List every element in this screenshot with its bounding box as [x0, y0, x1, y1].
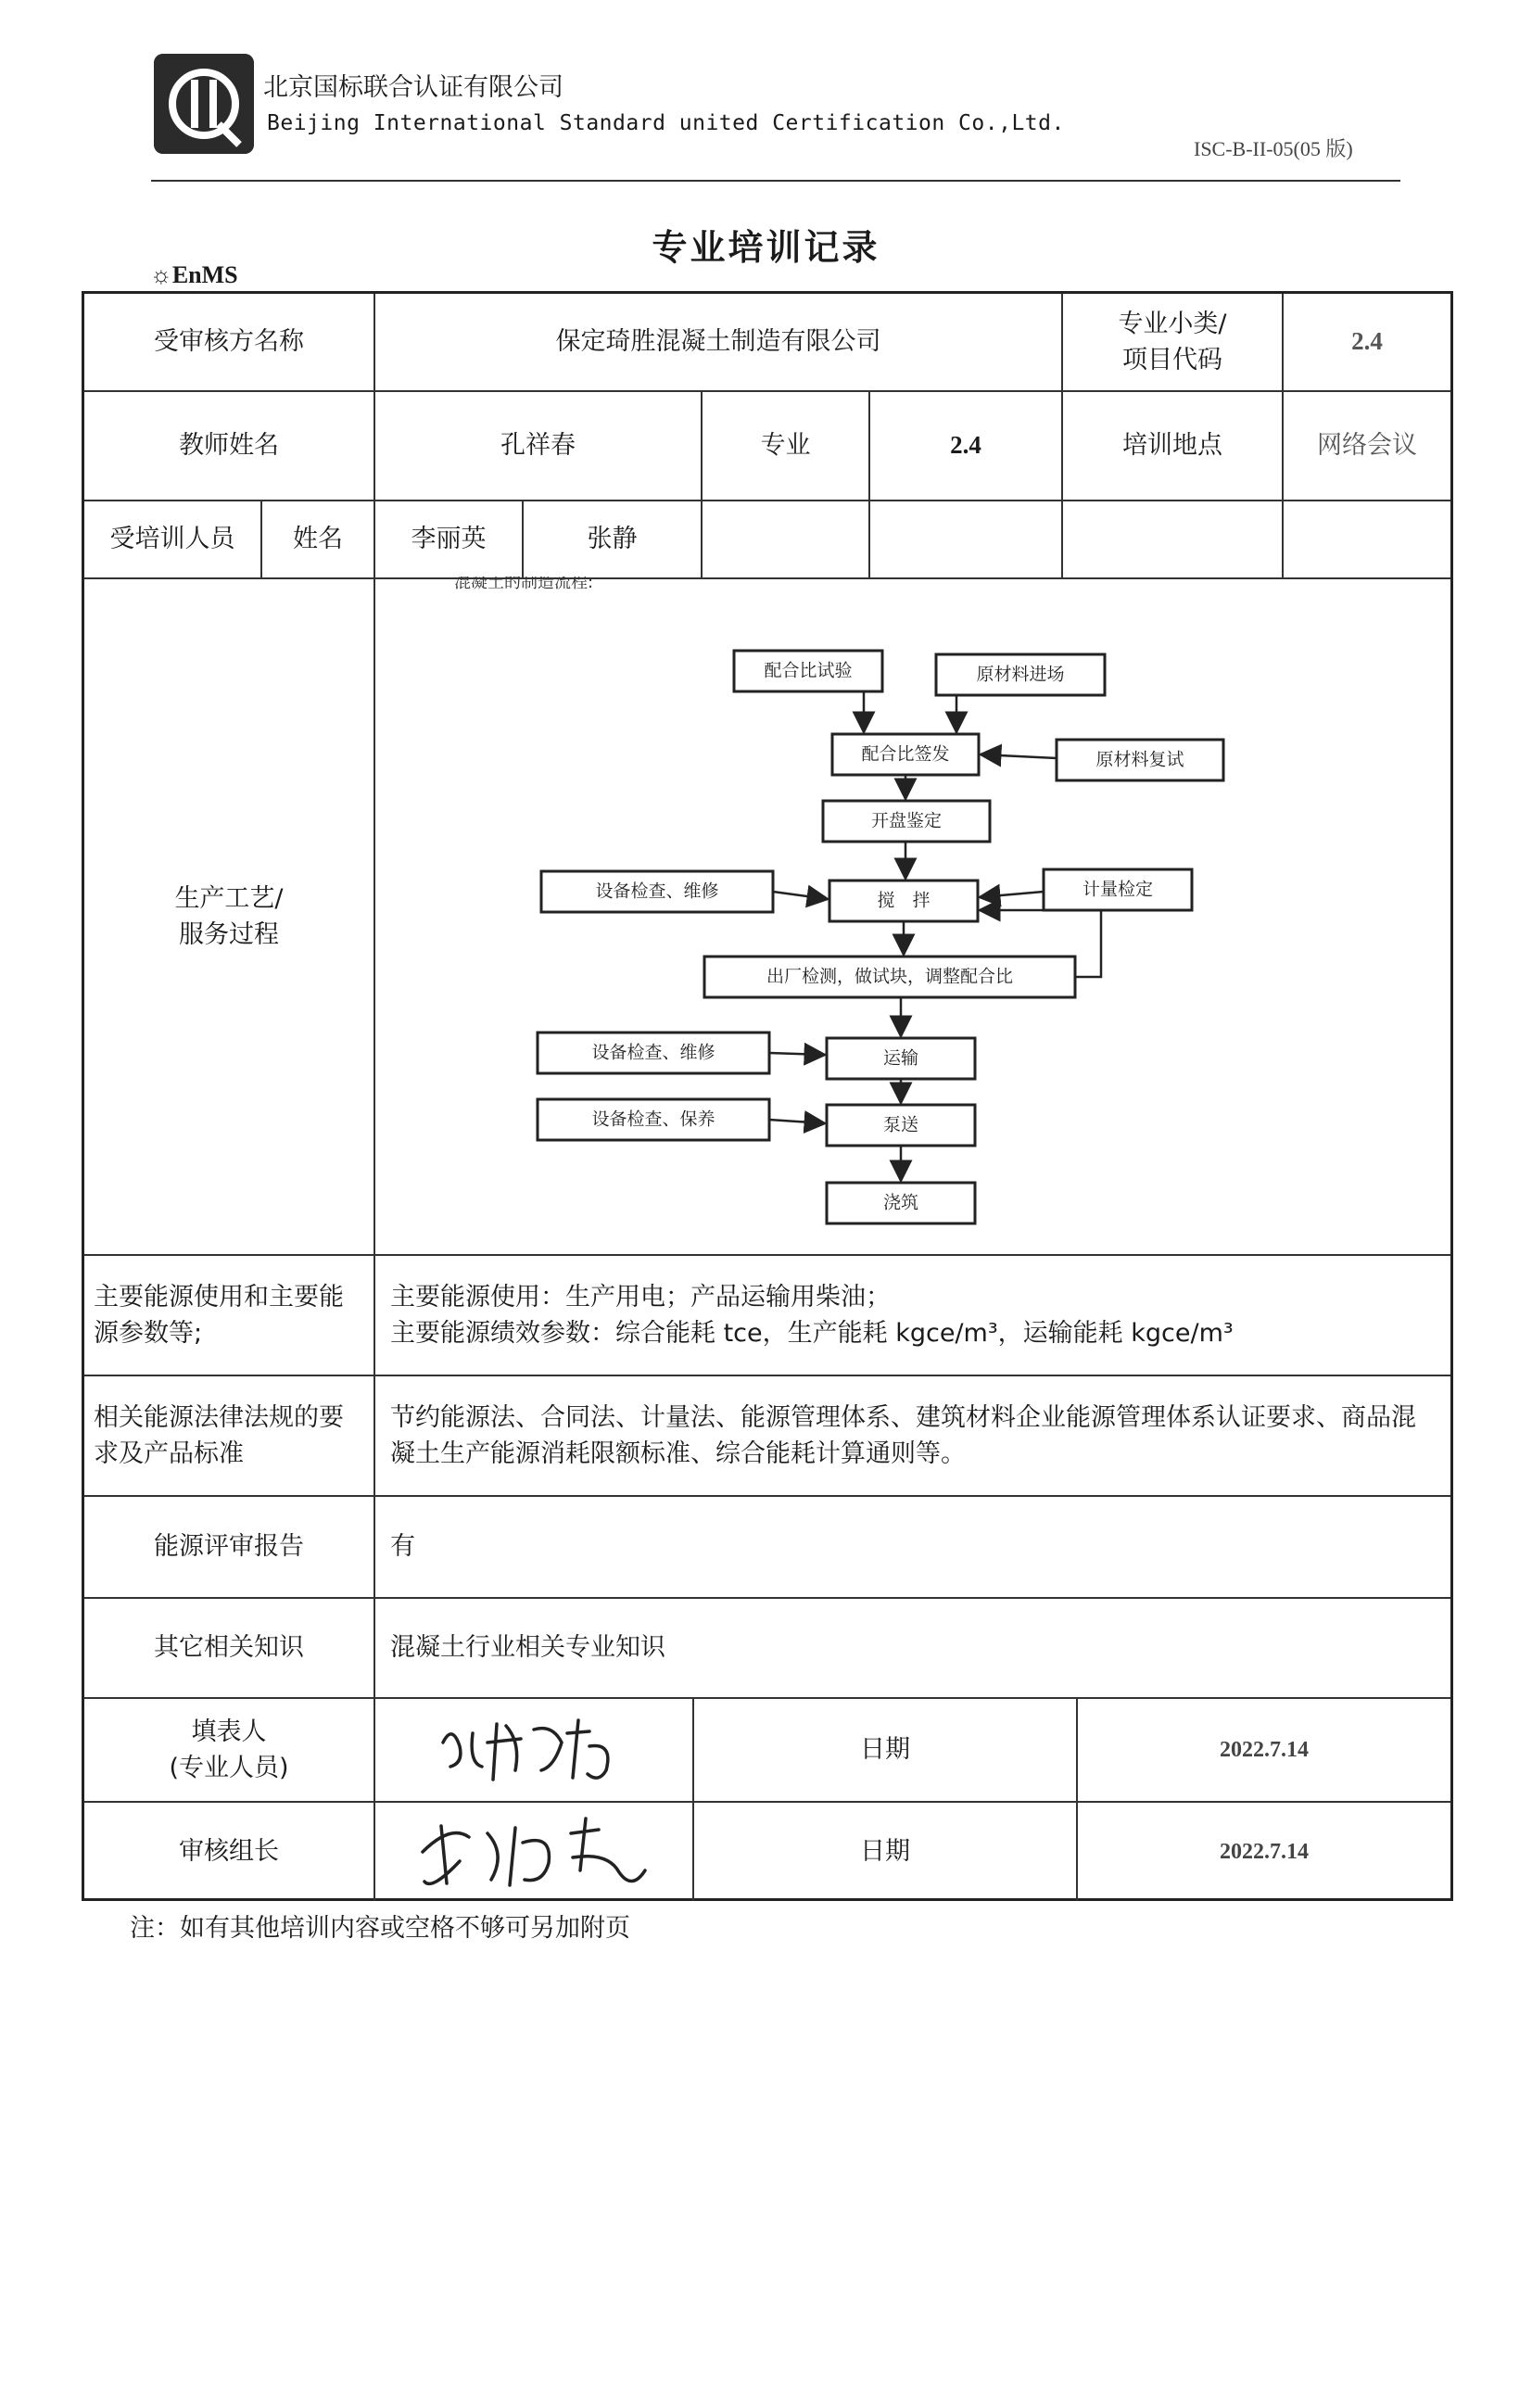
- company-name-cn: 北京国标联合认证有限公司: [263, 73, 563, 102]
- trainee-label: 受培训人员: [109, 525, 235, 554]
- date-label: 日期: [860, 1735, 910, 1765]
- system-tag: ☼EnMS: [150, 261, 238, 288]
- flow-step-metering: 计量检定: [1082, 879, 1154, 900]
- date-label: 日期: [860, 1837, 910, 1867]
- category-value: 2.4: [1351, 327, 1383, 356]
- document-code: ISC-B-II-05(05 版): [1194, 137, 1353, 160]
- law-value: 节约能源法、合同法、计量法、能源管理体系、建筑材料企业能源管理体系认证要求、商品混凝土生产能源消耗限额标准、综合能耗计算通则等。: [390, 1402, 1416, 1468]
- teacher-value: 孔祥春: [500, 431, 576, 461]
- flow-step-start-identify: 开盘鉴定: [870, 810, 943, 831]
- flow-step-material-entry: 原材料进场: [976, 664, 1065, 685]
- trainee-name: 张静: [587, 525, 638, 554]
- law-label: 相关能源法律法规的要求及产品标准: [94, 1402, 344, 1468]
- flow-step-equip-check: 设备检查、维修: [595, 881, 719, 902]
- process-label: 生产工艺/ 服务过程: [174, 883, 284, 949]
- leader-signature-icon: [413, 1806, 654, 1898]
- energy-value: [390, 1256, 1437, 1375]
- review-value: 有: [390, 1532, 415, 1562]
- filler-label: 填表人 (专业人员): [169, 1717, 289, 1782]
- category-label: 专业小类/ 项目代码: [1118, 309, 1227, 374]
- filler-signature: [375, 1699, 692, 1801]
- flow-step-mix-test: 配合比试验: [764, 660, 853, 681]
- flow-step-equip-check: 设备检查、维修: [591, 1042, 715, 1063]
- trainee-name: 李丽英: [411, 525, 487, 554]
- other-label: 其它相关知识: [154, 1633, 304, 1663]
- leader-signature: [375, 1803, 692, 1901]
- trainee-name-label: 姓名: [293, 525, 343, 554]
- flow-step-outgoing: 出厂检测，做试块，调整配合比: [766, 966, 1014, 987]
- company-name-en: Beijing International Standard united Certification Co.,Ltd.: [267, 111, 1065, 135]
- location-label: 培训地点: [1122, 431, 1222, 461]
- flow-step-material-retest: 原材料复试: [1095, 749, 1184, 770]
- filler-signature-icon: [432, 1705, 636, 1794]
- flow-step-mixing: 搅 拌: [877, 890, 931, 911]
- energy-performance-line: 主要能源绩效参数：综合能耗 tce，生产能耗 kgce/m³，运输能耗 kgce/m³: [390, 1319, 1234, 1348]
- other-value: 混凝土行业相关专业知识: [390, 1633, 665, 1663]
- energy-usage-line: 主要能源使用：生产用电；产品运输用柴油；: [390, 1282, 891, 1312]
- major-label: 专业: [760, 431, 811, 461]
- flow-title: 混凝土的制造流程:: [454, 577, 594, 592]
- flow-step-pouring: 浇筑: [882, 1192, 919, 1213]
- date-value: 2022.7.14: [1220, 1839, 1309, 1864]
- major-value: 2.4: [950, 431, 981, 460]
- flow-step-transport: 运输: [882, 1047, 919, 1069]
- flow-step-mix-issue: 配合比签发: [861, 743, 950, 765]
- header-divider: [151, 180, 1400, 182]
- energy-label: 主要能源使用和主要能源参数等;: [94, 1282, 344, 1348]
- footnote: 注：如有其他培训内容或空格不够可另加附页: [130, 1914, 630, 1943]
- teacher-label: 教师姓名: [179, 431, 279, 461]
- flow-step-pumping: 泵送: [882, 1114, 919, 1135]
- client-value: 保定琦胜混凝土制造有限公司: [555, 327, 881, 357]
- certification-logo-icon: [154, 54, 254, 154]
- client-label: 受审核方名称: [154, 327, 304, 357]
- date-value: 2022.7.14: [1220, 1737, 1309, 1762]
- location-value: 网络会议: [1317, 431, 1417, 461]
- leader-label: 审核组长: [179, 1837, 279, 1867]
- page-title: 专业培训记录: [652, 227, 880, 268]
- review-label: 能源评审报告: [154, 1532, 304, 1562]
- flow-step-equip-maintain: 设备检查、保养: [591, 1109, 715, 1130]
- production-flowchart: [454, 577, 1501, 1244]
